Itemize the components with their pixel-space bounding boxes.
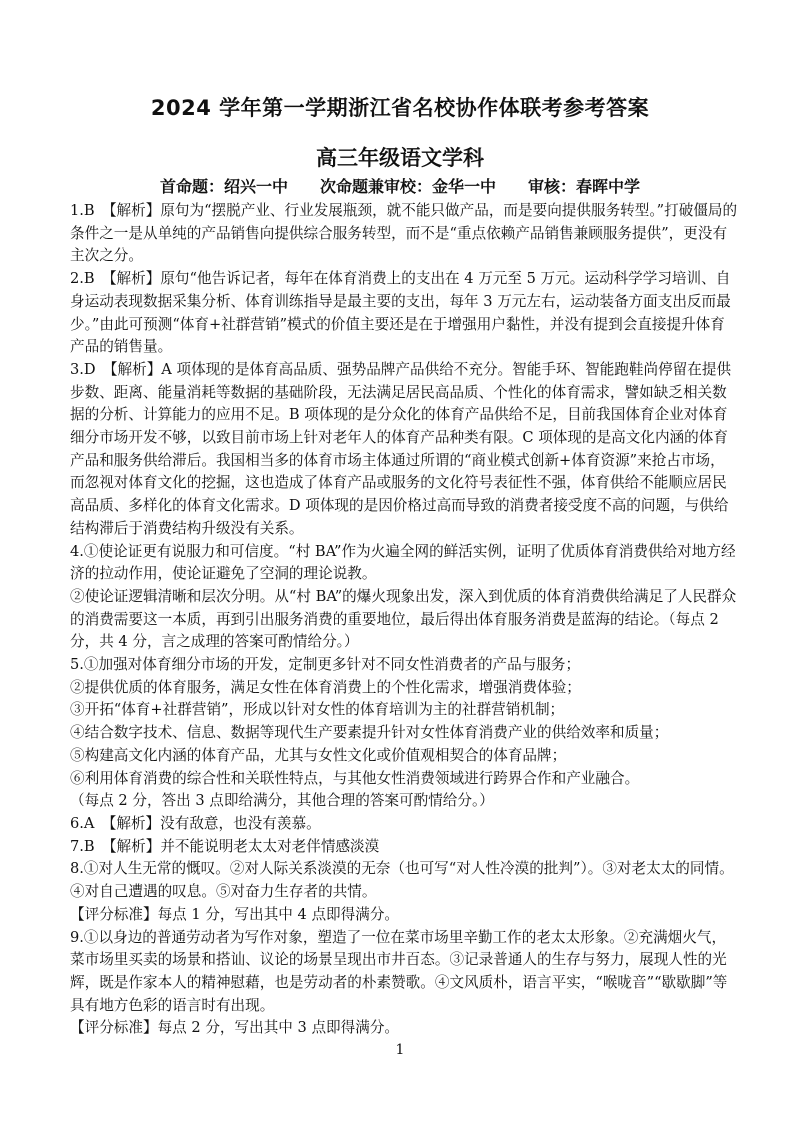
answer-paragraph: 1.B 【解析】原句为“摆脱产业、行业发展瓶颈，就不能只做产品，而是要向提供服务转型。”打破僵局的条件之一是从单纯的产品销售向提供综合服务转型，而不是“重点依赖产品销售兼顾服务提供”，更没有主次之分。 [70, 202, 738, 265]
committee-line: 首命题：绍兴一中 次命题兼审校：金华一中 审核：春晖中学 [159, 177, 640, 196]
answer-paragraph: 4.①使论证更有说服力和可信度。“村 BA”作为火遍全网的鲜活实例，证明了优质体育消费供给对地方经济的拉动作用，使论证避免了空洞的理论说教。 [70, 542, 736, 583]
answer-paragraph: ④结合数字技术、信息、数据等现代生产要素提升针对女性体育消费产业的供给效率和质量； [70, 724, 669, 742]
answer-paragraph: ②提供优质的体育服务，满足女性在体育消费上的个性化需求，增强消费体验； [70, 678, 581, 696]
answer-body [70, 200, 738, 1040]
answer-paragraph: 7.B 【解析】并不能说明老太太对老伴情感淡漠 [70, 837, 380, 855]
answer-paragraph: 6.A 【解析】没有敌意，也没有羡慕。 [70, 814, 321, 832]
answer-paragraph: ⑥利用体育消费的综合性和关联性特点，与其他女性消费领域进行跨界合作和产业融合。 [70, 769, 640, 787]
answer-paragraph: （每点 2 分，答出 3 点即给满分，其他合理的答案可酌情给分。） [70, 792, 494, 810]
page-number: 1 [395, 1042, 405, 1058]
answer-paragraph: ⑤构建高文化内涵的体育产品，尤其与女性文化或价值观相契合的体育品牌； [70, 746, 567, 764]
answer-paragraph: 5.①加强对体育细分市场的开发，定制更多针对不同女性消费者的产品与服务； [70, 656, 581, 674]
answer-paragraph: 【评分标准】每点 2 分，写出其中 3 点即得满分。 [70, 1019, 400, 1037]
answer-paragraph: 2.B 【解析】原句“他告诉记者，每年在体育消费上的支出在 4 万元至 5 万元。运动科学学习培训、自身运动表现数据采集分析、体育训练指导是最主要的支出，每年 3 万元左右，运动装备方面支出反而最少。”由此可预测“体育+社群营销”模式的价值主要还是在于增强用户黏性，并没有提到会直接提升体育产品的销售量。 [70, 270, 731, 356]
answer-paragraph: ②使论证逻辑清晰和层次分明。从“村 BA”的爆火现象出发，深入到优质的体育消费供给满足了人民群众的消费需要这一本质，再到引出服务消费的重要地位，最后得出体育服务消费是蓝海的结论。（每点 2 分，共 4 分，言之成理的答案可酌情给分。） [70, 587, 737, 651]
page-subtitle: 高三年级语文学科 [316, 146, 484, 170]
answer-paragraph: 3.D 【解析】A 项体现的是体育高品质、强势品牌产品供给不充分。智能手环、智能跑鞋尚停留在提供步数、距离、能量消耗等数据的基础阶段，无法满足居民高品质、个性化的体育需求，譬如缺乏相关数据的分析、计算能力的应用不足。B 项体现的是分众化的体育产品供给不足，目前我国体育企业对体育细分市场开发不够，以致目前市场上针对老年人的体育产品种类有限。C 项体现的是高文化内涵的体育产品和服务供给滞后。我国相当多的体育市场主体通过所谓的“商业模式创新+体育资源”来抢占市场，而忽视对体育文化的挖掘，这也造成了体育产品或服务的文化符号表征性不强，体育供给不能顺应居民高品质、多样化的体育文化需求。D 项体现的是因价格过高而导致的消费者接受度不高的问题，与供给结构滞后于消费结构升级没有关系。 [70, 360, 732, 537]
page-title: 2024 学年第一学期浙江省名校协作体联考参考答案 [150, 96, 650, 120]
answer-paragraph: 【评分标准】每点 1 分，写出其中 4 点即得满分。 [70, 905, 400, 923]
answer-paragraph: 8.①对人生无常的慨叹。②对人际关系淡漠的无奈（也可写“对人性冷漠的批判”）。③对老太太的同情。④对自己遭遇的叹息。⑤对奋力生存者的共情。 [70, 860, 734, 901]
answer-paragraph: 9.①以身边的普通劳动者为写作对象，塑造了一位在菜市场里辛勤工作的老太太形象。②充满烟火气，菜市场里买卖的场景和搭讪、议论的场景呈现出市井百态。③记录普通人的生存与努力，展现人性的光辉，既是作家本人的精神慰藉，也是劳动者的朴素赞歌。④文风质朴，语言平实，“喉咙音”“歇歇脚”等具有地方色彩的语言时有出现。 [70, 928, 728, 1014]
answer-paragraph: ③开拓“体育+社群营销”，形成以针对女性的体育培训为主的社群营销机制； [70, 701, 565, 719]
